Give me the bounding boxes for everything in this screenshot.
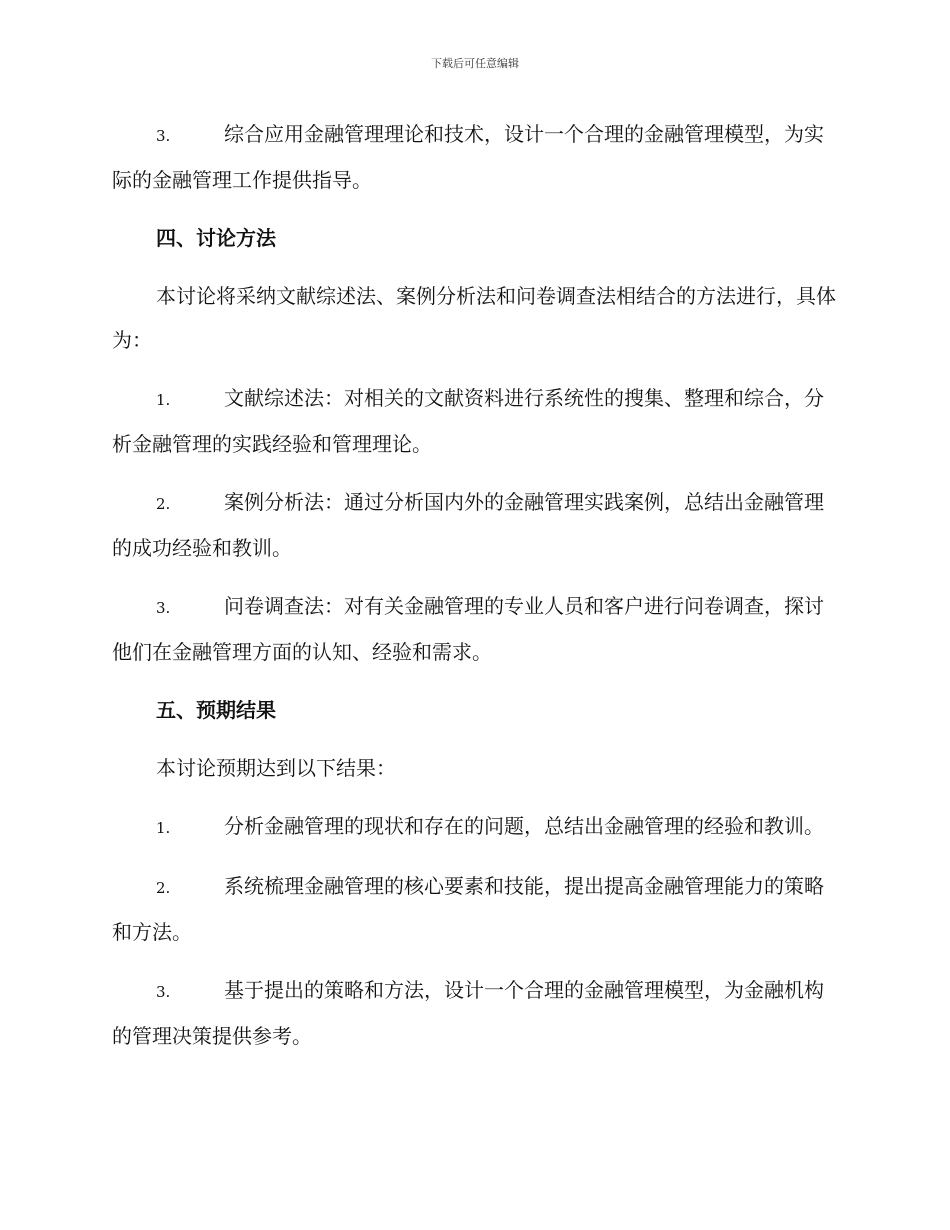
item-text: 基于提出的策略和方法，设计一个合理的金融管理模型，为金融机构的管理决策提供参考。 <box>112 978 824 1048</box>
paragraph: 本讨论将采纳文献综述法、案例分析法和问卷调查法相结合的方法进行，具体为： <box>112 284 836 352</box>
item-text: 案例分析法：通过分析国内外的金融管理实践案例，总结出金融管理的成功经验和教训。 <box>112 490 824 560</box>
list-item <box>112 584 838 674</box>
list-item <box>112 968 838 1058</box>
list-item <box>112 376 838 466</box>
item-text: 文献综述法：对相关的文献资料进行系统性的搜集、整理和综合，分析金融管理的实践经验和管理理论。 <box>112 386 824 456</box>
item-text: 分析金融管理的现状和存在的问题，总结出金融管理的经验和教训。 <box>224 814 824 838</box>
list-item <box>112 804 838 850</box>
item-number: 3. <box>156 599 171 617</box>
list-item <box>112 112 838 202</box>
list-item <box>112 480 838 570</box>
item-number: 3. <box>156 127 171 145</box>
paragraph: 本讨论预期达到以下结果： <box>156 756 396 780</box>
item-number: 3. <box>156 983 171 1001</box>
item-text: 问卷调查法：对有关金融管理的专业人员和客户进行问卷调查，探讨他们在金融管理方面的认知、经验和需求。 <box>112 594 824 664</box>
item-number: 2. <box>156 879 171 897</box>
item-number: 2. <box>156 495 171 513</box>
item-number: 1. <box>156 819 171 837</box>
page-header: 下载后可任意编辑 <box>431 57 519 70</box>
item-text: 综合应用金融管理理论和技术，设计一个合理的金融管理模型，为实际的金融管理工作提供指导。 <box>112 122 824 192</box>
section-heading: 四、讨论方法 <box>156 226 276 250</box>
section-heading: 五、预期结果 <box>156 698 276 722</box>
document-body <box>112 112 838 1072</box>
item-text: 系统梳理金融管理的核心要素和技能，提出提高金融管理能力的策略和方法。 <box>112 874 824 944</box>
list-item <box>112 864 838 954</box>
item-number: 1. <box>156 391 171 409</box>
